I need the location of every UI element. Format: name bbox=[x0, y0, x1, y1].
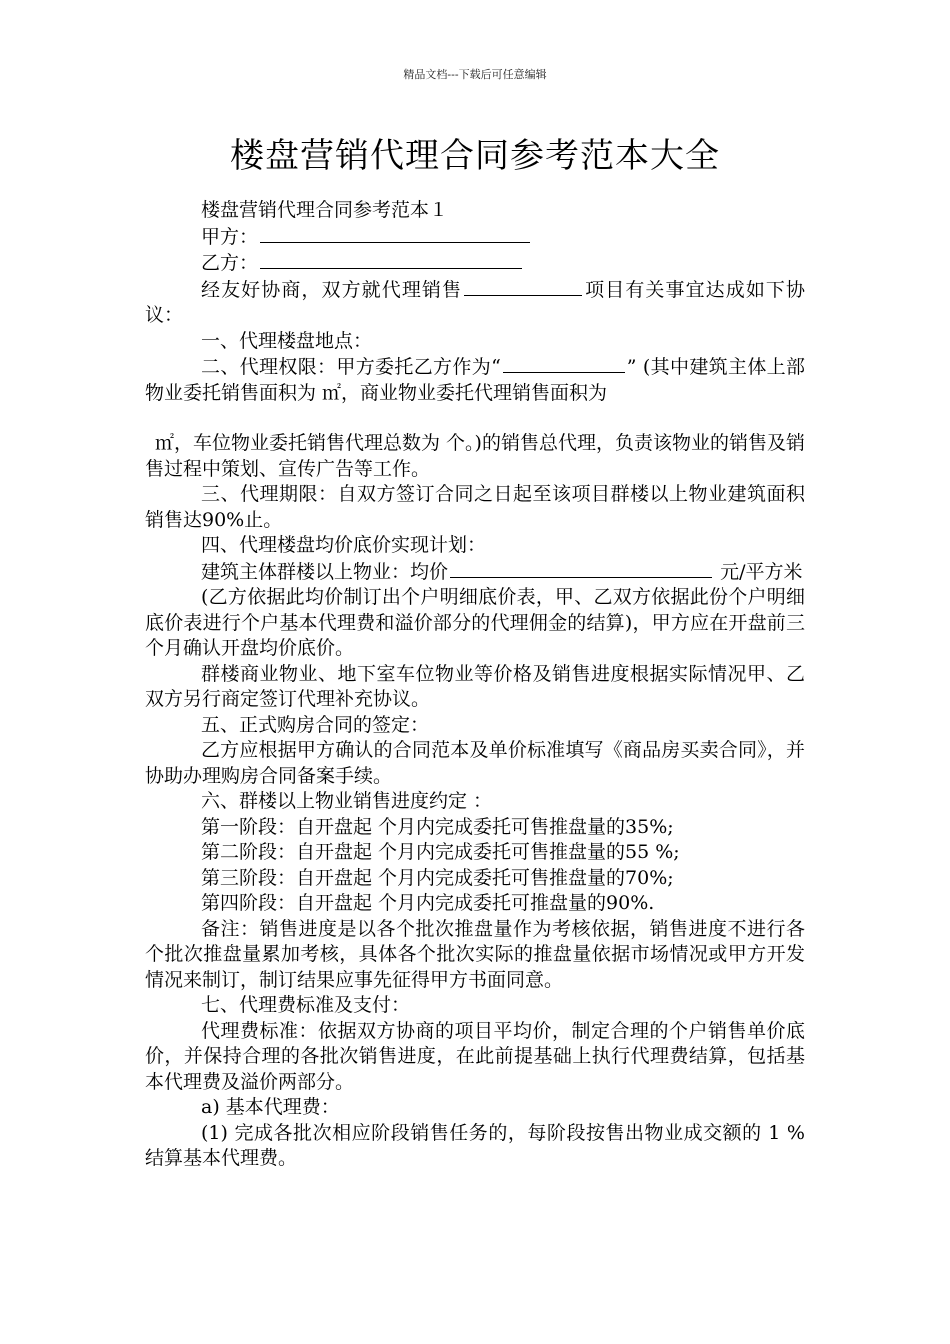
party-b-blank bbox=[260, 250, 522, 269]
commercial-note: 群楼商业物业、地下室车位物业等价格及销售进度根据实际情况甲、乙双方另行商定签订代理补充协议。 bbox=[145, 662, 805, 710]
party-a-blank bbox=[260, 224, 530, 243]
document-body bbox=[145, 198, 805, 1172]
agent-blank bbox=[503, 354, 625, 373]
avg-price-blank bbox=[450, 559, 712, 578]
fee-standard: 代理费标准：依据双方协商的项目平均价，制定合理的个户销售单价底价，并保持合理的各批次销售进度，在此前提基础上执行代理费结算，包括基本代理费及溢价两部分。 bbox=[145, 1019, 805, 1093]
party-b-line bbox=[145, 250, 805, 277]
spacer bbox=[145, 406, 805, 431]
avg-price-unit: 元/平方米 bbox=[720, 560, 803, 583]
avg-price-text: 建筑主体群楼以上物业：均价 bbox=[201, 560, 449, 583]
intro-text-1: 经友好协商，双方就代理销售 bbox=[201, 278, 463, 301]
party-a-label: 甲方： bbox=[201, 225, 259, 248]
basic-fee-item-1: (1) 完成各批次相应阶段销售任务的，每阶段按售出物业成交额的 1 % 结算基本代理费。 bbox=[145, 1121, 805, 1169]
clause-5: 五、正式购房合同的签定： bbox=[201, 713, 430, 736]
page-header: 精品文档---下载后可任意编辑 bbox=[403, 68, 547, 81]
basic-fee-heading: a) 基本代理费： bbox=[201, 1096, 340, 1118]
clause-4: 四、代理楼盘均价底价实现计划： bbox=[201, 534, 487, 556]
clause-3: 三、代理期限：自双方签订合同之日起至该项目群楼以上物业建筑面积销售达90%止。 bbox=[145, 483, 805, 531]
stage-2: 第二阶段：自开盘起 个月内完成委托可售推盘量的55 %; bbox=[201, 841, 680, 863]
clause-2-text-1: 二、代理权限：甲方委托乙方作为“ bbox=[201, 356, 501, 378]
subtitle: 楼盘营销代理合同参考范本１ bbox=[201, 199, 449, 221]
document-title: 楼盘营销代理合同参考范本大全 bbox=[230, 136, 720, 176]
stage-3: 第三阶段：自开盘起 个月内完成委托可售推盘量的70%; bbox=[201, 866, 674, 889]
clause-1: 一、代理楼盘地点： bbox=[201, 329, 373, 352]
avg-price-line bbox=[145, 559, 805, 586]
clause-2 bbox=[145, 354, 805, 406]
project-blank bbox=[464, 277, 582, 296]
stage-1: 第一阶段：自开盘起 个月内完成委托可售推盘量的35%; bbox=[201, 815, 674, 838]
remark: 备注：销售进度是以各个批次推盘量作为考核依据，销售进度不进行各个批次推盘量累加考核，具体各个批次实际的推盘量依据市场情况或甲方开发情况来制订，制订结果应事先征得甲方书面同意。 bbox=[145, 917, 805, 991]
clause-7: 七、代理费标准及支付： bbox=[201, 994, 411, 1016]
price-table-note: (乙方依据此均价制订出个户明细底价表，甲、乙双方依据此份个户明细底价表进行个户基本代理费和溢价部分的代理佣金的结算)，甲方应在开盘前三个月确认开盘均价底价。 bbox=[145, 586, 805, 659]
party-a-line bbox=[145, 224, 805, 251]
intro-text-2: 项目有关事宜达成如下协议： bbox=[145, 278, 805, 326]
clause-6: 六、群楼以上物业销售进度约定 ： bbox=[201, 790, 493, 812]
intro-paragraph bbox=[145, 277, 805, 329]
clause-2-cont: ㎡，车位物业委托销售代理总数为 个。)的销售总代理，负责该物业的销售及销售过程中策划、宣传广告等工作。 bbox=[145, 432, 805, 480]
clause-5-text: 乙方应根据甲方确认的合同范本及单价标准填写《商品房买卖合同》，并协助办理购房合同备案手续。 bbox=[145, 739, 805, 787]
stage-4: 第四阶段：自开盘起 个月内完成委托可推盘量的90%. bbox=[201, 892, 655, 914]
clause-2-text-2: ” (其中建筑主体上部物业委托销售面积为 ㎡，商业物业委托代理销售面积为 bbox=[145, 356, 806, 404]
party-b-label: 乙方： bbox=[201, 252, 259, 274]
